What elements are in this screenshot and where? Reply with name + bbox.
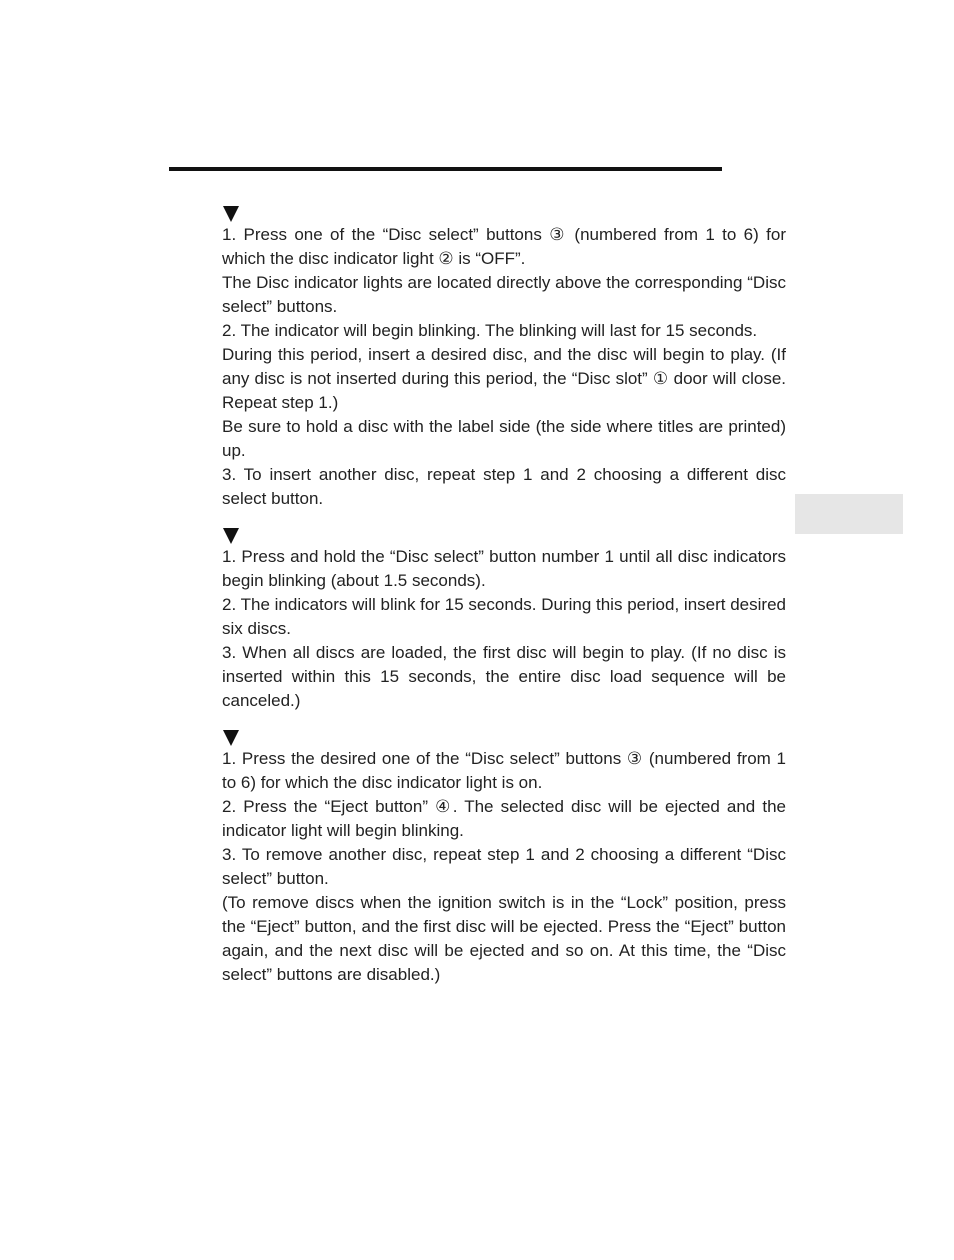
paragraph: Be sure to hold a disc with the label side (the side where titles are printed) up. xyxy=(222,417,786,460)
paragraph: 1. Press one of the “Disc select” buttons ③ (numbered from 1 to 6) for which the disc indicator light ② is “OFF”. xyxy=(222,225,786,268)
page-content xyxy=(222,201,786,987)
load-six-discs-section xyxy=(222,523,786,713)
header-rule xyxy=(169,167,722,171)
paragraph: 3. To insert another disc, repeat step 1 and 2 choosing a different disc select button. xyxy=(222,465,786,508)
paragraph: 1. Press and hold the “Disc select” button number 1 until all disc indicators begin blinking (about 1.5 seconds). xyxy=(222,547,786,590)
paragraph: The Disc indicator lights are located directly above the corresponding “Disc select” buttons. xyxy=(222,273,786,316)
paragraph: 2. Press the “Eject button” ④. The selected disc will be ejected and the indicator light will begin blinking. xyxy=(222,797,786,840)
eject-disc-section xyxy=(222,725,786,987)
paragraph: 1. Press the desired one of the “Disc select” buttons ③ (numbered from 1 to 6) for which the disc indicator light is on. xyxy=(222,749,786,792)
paragraph: During this period, insert a desired disc, and the disc will begin to play. (If any disc is not inserted during this period, the “Disc slot” ① door will close. Repeat step 1.) xyxy=(222,345,786,412)
insert-disc-section xyxy=(222,201,786,511)
paragraph: 2. The indicator will begin blinking. The blinking will last for 15 seconds. xyxy=(222,321,758,340)
paragraph: (To remove discs when the ignition switch is in the “Lock” position, press the “Eject” button, and the first disc will be ejected. Press the “Eject” button again, and the next disc will be ejected and so on. At this time, the “Disc select” buttons are disabled.) xyxy=(222,893,786,984)
paragraph: 2. The indicators will blink for 15 seconds. During this period, insert desired six discs. xyxy=(222,595,786,638)
section-thumb-tab xyxy=(795,494,903,534)
down-triangle-icon xyxy=(222,725,240,747)
down-triangle-icon xyxy=(222,523,240,545)
paragraph: 3. When all discs are loaded, the first disc will begin to play. (If no disc is inserted within this 15 seconds, the entire disc load sequence will be canceled.) xyxy=(222,643,786,710)
down-triangle-icon xyxy=(222,201,240,223)
paragraph: 3. To remove another disc, repeat step 1 and 2 choosing a different “Disc select” button. xyxy=(222,845,786,888)
